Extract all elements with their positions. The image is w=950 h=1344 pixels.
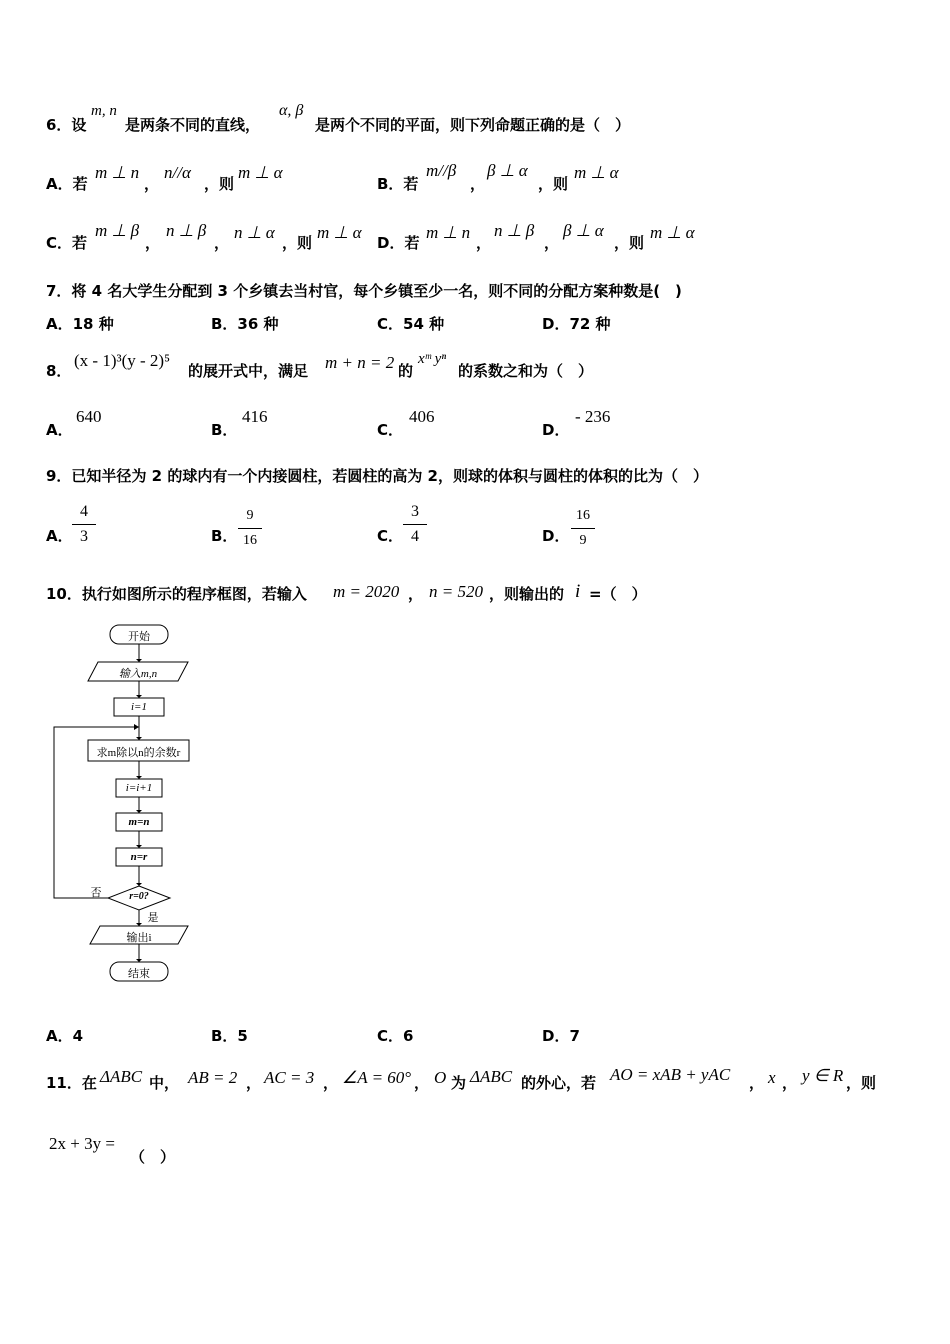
flow-remainder: 求m除以n的余数r <box>96 747 181 759</box>
q7-option-c: C．54 种 <box>377 315 445 333</box>
q11-o: O <box>434 1068 447 1087</box>
flow-inc: i=i+1 <box>125 782 153 794</box>
q6-option-b-e2: β ⊥ α <box>487 161 528 180</box>
q6-option-d-e1: m ⊥ n <box>426 223 471 242</box>
q8-option-a-value: 640 <box>76 407 102 426</box>
q6-option-c-e2: n ⊥ β <box>166 221 207 240</box>
q8-option-d-value: - 236 <box>575 407 611 426</box>
q11-comma-5: ， <box>782 1074 798 1092</box>
q6-option-c-e1: m ⊥ β <box>95 221 140 240</box>
q9-option-a-den: 3 <box>80 528 88 545</box>
q6-option-c-e4: m ⊥ α <box>317 223 362 242</box>
q6-option-d-e2: n ⊥ β <box>494 221 535 240</box>
q11-angle: ∠A = 60° <box>342 1068 412 1087</box>
q11-x: x <box>768 1068 776 1087</box>
q6-option-b-e3: m ⊥ α <box>574 163 619 182</box>
q6-option-c-label: C．若 <box>46 234 88 252</box>
q11-expression: 2x + 3y = <box>49 1134 115 1153</box>
q8-text-1: 的展开式中，满足 <box>188 362 309 380</box>
q8-option-b-value: 416 <box>242 407 268 426</box>
flow-end: 结束 <box>128 968 150 980</box>
q11-number: 11．在 <box>46 1074 97 1092</box>
q8-condition: m + n = 2 <box>325 353 395 372</box>
q10-m-value: m = 2020 <box>333 582 400 601</box>
q9-option-d-den: 9 <box>579 533 587 548</box>
q6-text-2: 是两个不同的平面，则下列命题正确的是（ ） <box>315 116 631 134</box>
q8-option-d-label: D． <box>542 421 570 439</box>
q8-option-c-value: 406 <box>409 407 435 426</box>
q10-option-c: C．6 <box>377 1027 414 1045</box>
flow-input: 输入m,n <box>118 668 158 680</box>
flow-yes-label: 是 <box>147 912 159 924</box>
q11-comma-1: ， <box>246 1074 262 1092</box>
flow-arrow-7 <box>136 883 142 886</box>
q11-y-in-r: y ∈ R <box>802 1066 844 1085</box>
q10-i: i <box>575 581 581 602</box>
q11-text-3: 的外心，若 <box>521 1074 597 1092</box>
q8-monomial: xᵐ yⁿ <box>418 351 447 367</box>
q11-comma-4: ， <box>749 1074 765 1092</box>
q9-option-d-label: D． <box>542 527 570 545</box>
q11-vector-eq: AO = xAB + yAC <box>610 1065 731 1084</box>
q10-comma: ， <box>408 585 424 603</box>
q10-n-value: n = 520 <box>429 582 483 601</box>
q6-number: 6．设 <box>46 116 87 134</box>
q6-option-a-then: ，则 <box>204 175 235 193</box>
q11-ac: AC = 3 <box>264 1068 315 1087</box>
q9-option-b-num: 9 <box>238 506 262 529</box>
flow-assign-n: n=r <box>130 851 148 863</box>
q9-option-c-den: 4 <box>411 528 419 545</box>
q7-option-a: A．18 种 <box>46 315 114 333</box>
q7-option-b: B．36 种 <box>211 315 279 333</box>
q8-option-a-label: A． <box>46 421 73 439</box>
q6-option-c-e3: n ⊥ α <box>234 223 275 242</box>
q8-option-b-label: B． <box>211 421 238 439</box>
q7-text: 7．将 4 名大学生分配到 3 个乡镇去当村官，每个乡镇至少一名，则不同的分配方案种数是( ) <box>46 282 682 300</box>
q6-option-c-comma1: ， <box>145 234 161 252</box>
q6-option-d-e4: m ⊥ α <box>650 223 695 242</box>
q7-option-d: D．72 种 <box>542 315 611 333</box>
q11-text-2: 为 <box>451 1074 467 1092</box>
q6-option-d-label: D．若 <box>377 234 420 252</box>
q10-text-1: 10．执行如图所示的程序框图，若输入 <box>46 585 307 603</box>
q8-text-2: 的 <box>398 362 414 380</box>
q8-expression: (x - 1)³(y - 2)⁵ <box>74 351 170 370</box>
q6-option-d-comma1: ， <box>476 234 492 252</box>
q10-option-a: A．4 <box>46 1027 84 1045</box>
q6-option-d-e3: β ⊥ α <box>563 221 604 240</box>
q6-option-c-then: ，则 <box>282 234 313 252</box>
q10-text-3: =（ ） <box>589 585 647 603</box>
flow-loop-arrow <box>134 724 139 730</box>
q9-option-c-num: 3 <box>403 502 427 525</box>
q6-option-b-label: B．若 <box>377 175 419 193</box>
q6-option-a-comma: ， <box>144 175 160 193</box>
q11-text-4: ，则 <box>846 1074 877 1092</box>
q11-ab: AB = 2 <box>188 1068 238 1087</box>
q10-text-2: ，则输出的 <box>489 585 565 603</box>
q11-comma-3: ， <box>414 1074 430 1092</box>
q8-text-3: 的系数之和为（ ） <box>458 362 594 380</box>
q9-option-b-label: B． <box>211 527 238 545</box>
q9-option-b-den: 16 <box>243 533 257 548</box>
q10-option-b: B．5 <box>211 1027 248 1045</box>
flow-assign-m: m=n <box>128 816 150 828</box>
flow-no-label: 否 <box>90 887 102 899</box>
q6-option-a-e3: m ⊥ α <box>238 163 283 182</box>
q11-comma-2: ， <box>323 1074 339 1092</box>
q6-option-a-e1: m ⊥ n <box>95 163 140 182</box>
q6-option-b-then: ，则 <box>538 175 569 193</box>
q9-text: 9．已知半径为 2 的球内有一个内接圆柱，若圆柱的高为 2，则球的体积与圆柱的体积的比为（ ） <box>46 467 708 485</box>
flow-start: 开始 <box>128 631 150 643</box>
q9-option-a-label: A． <box>46 527 73 545</box>
q11-triangle: ΔABC <box>100 1067 143 1086</box>
q6-option-a-label: A．若 <box>46 175 88 193</box>
q8-number: 8． <box>46 362 72 380</box>
q6-option-c-comma2: ， <box>214 234 230 252</box>
q9-option-c-label: C． <box>377 527 404 545</box>
q6-mn: m, n <box>91 103 117 119</box>
q11-paren: （ ） <box>130 1148 176 1166</box>
q6-option-a-e2: n//α <box>164 163 191 182</box>
flow-output: 输出i <box>126 932 152 944</box>
flow-init: i=1 <box>131 701 147 713</box>
q8-option-c-label: C． <box>377 421 404 439</box>
q9-option-a-num: 4 <box>72 502 96 525</box>
q11-triangle-2: ΔABC <box>470 1067 513 1086</box>
q11-text-1: 中， <box>149 1074 180 1092</box>
q6-option-b-comma: ， <box>470 175 486 193</box>
q10-option-d: D．7 <box>542 1027 580 1045</box>
q6-alpha-beta: α, β <box>279 102 304 119</box>
flow-cond: r=0? <box>129 891 149 902</box>
q6-option-d-then: ，则 <box>614 234 645 252</box>
q6-option-b-e1: m//β <box>426 161 457 180</box>
q6-text-1: 是两条不同的直线， <box>125 116 261 134</box>
q9-option-d-num: 16 <box>571 506 595 529</box>
q6-option-d-comma2: ， <box>544 234 560 252</box>
